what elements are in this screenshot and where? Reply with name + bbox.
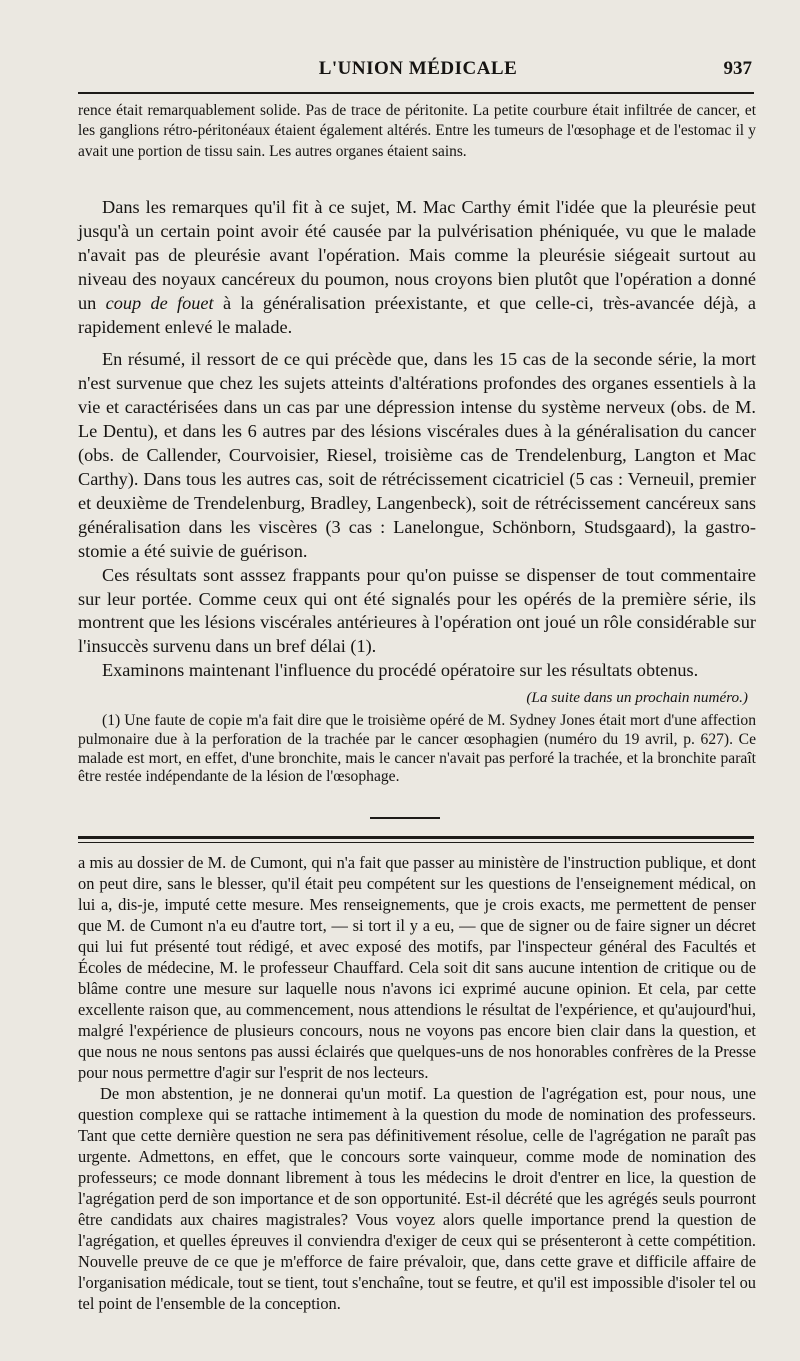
- header-rule: [78, 92, 754, 94]
- article-paragraph-3: Ces résultats sont asssez frappants pour qu'on puisse se dispenser de tout commentaire sur leur portée. Comme ceux qui ont été signalés pour les opérés de la première série, ils montrent que les lésions viscérales antérieures à l'opération ont joué un rôle considérable sur l'insuccès survenu dans un bref délai (1).: [78, 564, 756, 657]
- section-rule-thick: [78, 836, 754, 839]
- page-number: 937: [723, 58, 752, 79]
- main-article: [78, 196, 756, 710]
- article-paragraph-1-text: Dans les remarques qu'il fit à ce sujet, M. Mac Carthy émit l'idée que la pleurésie peut jusqu'à un certain point avoir été causée par la pulvérisation phéniquée, vu que le malade n'avait pas de pleurésie avant l'opération. Mais comme la pleurésie siégeait surtout au niveau des noyaux cancéreux du poumon, nous croyons bien plutôt que l'opération a donné un: [78, 197, 756, 313]
- short-rule: [370, 817, 440, 819]
- page-header: [78, 58, 758, 90]
- article-paragraph-1-end: à la généralisation préexistante, et que celle-ci, très-avancée déjà, a rapidement enlevé le malade.: [78, 292, 756, 337]
- journal-title: L'UNION MÉDICALE: [318, 58, 518, 79]
- continuation-note: (La suite dans un prochain numéro.): [526, 689, 748, 707]
- footnote: [78, 712, 756, 787]
- section-rule-thin: [78, 842, 754, 843]
- feuilleton-paragraph-1: a mis au dossier de M. de Cumont, qui n'a fait que passer au ministère de l'instruction publique, et dont on peut dire, sans le blesser, qu'il était peu compétent sur les questions de l'enseignement médical, on lui a, dis-je, imputé cette mesure. Mes renseignements, que je crois exacts, me permettent de penser que M. de Cumont n'a eu d'autre tort, — si tort il y a eu, — que de signer ou de faire signer un décret qui lui fut présenté tout rédigé, et avec exposé des motifs, par l'inspecteur général des Facultés et Écoles de médecine, M. le professeur Chauffard. Cela soit dit sans aucune intention de critique ou de blâme contre une mesure sur laquelle nous n'avons ici exprimé aucune opinion. Et cela, par cette excellente raison que, au commencement, nous attendions le résultat de l'expérience, et qu'aujourd'hui, malgré l'expérience de plusieurs concours, nous ne voyons pas encore bien clair dans la question, et que nous ne nous sentons pas aussi éclairés que quelques-uns de nos honorables confrères de la Presse pour nous permettre d'agir sur l'esprit de nos lecteurs.: [78, 853, 756, 1082]
- article-paragraph-4: Examinons maintenant l'influence du procédé opératoire sur les résultats obtenus.: [102, 660, 699, 681]
- top-paragraph: [78, 101, 756, 162]
- feuilleton-paragraph-2: De mon abstention, je ne donnerai qu'un motif. La question de l'agrégation est, pour nous, une question complexe qui se rattache intimement à la question du mode de nomination des professeurs. Tant que cette dernière question ne sera pas définitivement résolue, celle de l'agrégation ne paraît pas urgente. Admettons, en effet, que le concours sorte vainqueur, comme mode de nomination des professeurs; ce mode donnant librement à tous les médecins le droit d'entrer en lice, la question de l'agrégation perd de son importance et de son opportunité. Est-il décrété que les agrégés seuls pourront être candidats aux chaires magistrales? Vous voyez alors quelle importance prend la question de l'agrégation, et quelles épreuves il conviendra d'exiger de ceux qui se présenteront à cette compétition. Nouvelle preuve de ce que je m'efforce de faire prévaloir, que, dans cette grave et difficile affaire de l'organisation médicale, tout se tient, tout s'enchaîne, tout se feutre, et qu'il est impossible d'isoler tel ou tel point de l'ensemble de la conception.: [78, 1084, 756, 1313]
- top-paragraph-text: rence était remarquablement solide. Pas de trace de péritonite. La petite courbure était infiltrée de cancer, et les ganglions rétro-péritonéaux étaient également altérés. Entre les tumeurs de l'œsophage et de l'estomac il y avait une portion de tissu sain. Les autres organes étaient sains.: [78, 102, 756, 160]
- italic-phrase: coup de fouet: [105, 292, 214, 313]
- article-paragraph-1: [78, 196, 756, 339]
- footnote-text: (1) Une faute de copie m'a fait dire que le troisième opéré de M. Sydney Jones était mort d'une affection pulmonaire due à la perforation de la trachée par le cancer œsophagien (numéro du 19 avril, p. 627). Ce malade est mort, en effet, d'une bronchite, mais le cancer n'avait pas perforé la trachée, et la bronchite paraît être restée indépendante de la lésion de l'œsophage.: [78, 712, 756, 786]
- feuilleton-text: [78, 852, 756, 1314]
- article-paragraph-2: En résumé, il ressort de ce qui précède que, dans les 15 cas de la seconde série, la mort n'est survenue que chez les sujets atteints d'altérations profondes des organes essentiels à la vie et caractérisées dans un cas par une dépression intense du système nerveux (obs. de M. Le Dentu), et dans les 6 autres par des lésions viscérales dues à la généralisation du cancer (obs. de Callender, Courvoisier, Riesel, troisième cas de Trendelenburg, Langton et Mac Carthy). Dans tous les autres cas, soit de rétrécissement cicatriciel (5 cas : Verneuil, premier et deuxième de Trendelenburg, Bradley, Langenbeck), soit de rétrécissement cancéreux sans généralisation dans les viscères (3 cas : Lanelongue, Schönborn, Studsgaard), la gastro-stomie a été suivie de guérison.: [78, 349, 756, 561]
